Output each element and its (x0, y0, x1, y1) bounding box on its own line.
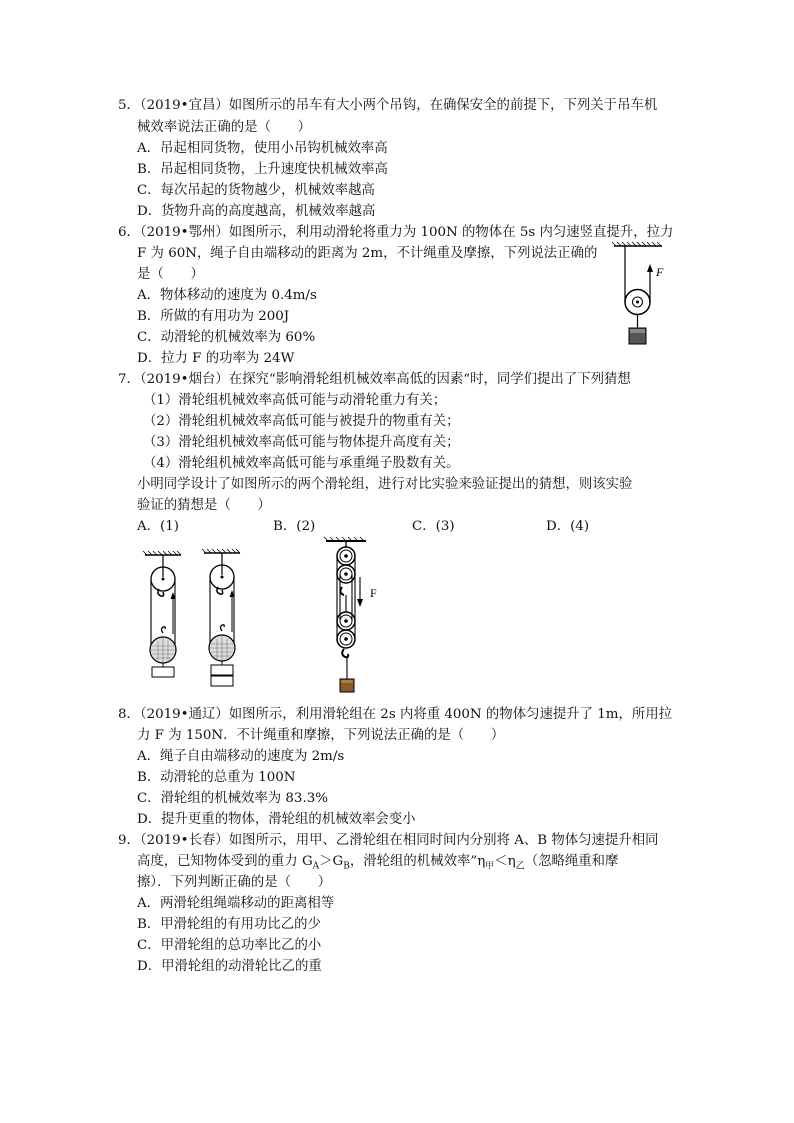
q7-design-line2: 验证的猜想是（ ） (137, 498, 271, 513)
q9-stem-line2: 高度，已知物体受到的重力 $G_A>G_B$，滑轮组的机械效率$”\eta_甲<\eta_乙$（忽略绳重和摩 (137, 854, 619, 872)
q8-stem-line2: 力 F 为 150N．不计绳重和摩擦，下列说法正确的是（ ） (137, 728, 505, 743)
q8-stem-line1: 8．（2019•通辽）如图所示，利用滑轮组在 2s 内将重 400N 的物体匀速提升了 1m，所用拉 (118, 707, 673, 722)
q5-option-c: C．每次吊起的货物越少，机械效率越高 (137, 183, 375, 198)
q7-choice-b: B．(2) (273, 519, 316, 534)
q6-option-b: B．所做的有用功为 200J (137, 309, 290, 324)
q7-guess-3: （3）滑轮组机械效率高低可能与物体提升高度有关； (143, 435, 460, 450)
q5-option-a: A．吊起相同货物，使用小吊钩机械效率高 (137, 141, 388, 156)
q6-force-label: F (656, 265, 664, 279)
q7-pulley-figure-left (143, 549, 183, 681)
q9-option-a: A．两滑轮组绳端移动的距离相等 (137, 896, 335, 911)
q6-option-a: A．物体移动的速度为 0.4m/s (137, 288, 317, 303)
q6-stem-line2: F 为 60N，绳子自由端移动的距离为 2m，不计绳重及摩擦，下列说法正确的 (137, 246, 598, 261)
q6-pulley-figure (612, 242, 692, 352)
q9-stem-line3: 擦）．下列判断正确的是（ ） (137, 875, 332, 890)
q5-stem-line1: 5．（2019•宜昌）如图所示的吊车有大小两个吊钩，在确保安全的前提下，下列关于吊车机 (118, 98, 658, 113)
q8-option-c: C．滑轮组的机械效率为 83.3% (137, 791, 328, 806)
q7-guess-4: （4）滑轮组机械效率高低可能与承重绳子股数有关。 (143, 456, 460, 471)
q9-option-d: D．甲滑轮组的动滑轮比乙的重 (137, 959, 322, 974)
q7-pulley-figure-middle (202, 547, 242, 689)
q9-stem-line1: 9．（2019•长春）如图所示，用甲、乙滑轮组在相同时间内分别将 A、B 物体匀速提升相同 (118, 833, 659, 848)
q5-option-b: B．吊起相同货物，上升速度快机械效率高 (137, 162, 388, 177)
q8-option-b: B．动滑轮的总重为 100N (137, 770, 296, 785)
q7-choice-a: A．(1) (137, 519, 180, 534)
q9-option-b: B．甲滑轮组的有用功比乙的少 (137, 917, 321, 932)
q7-guess-1: （1）滑轮组机械效率高低可能与动滑轮重力有关； (143, 393, 447, 408)
q6-option-d: D．拉力 F 的功率为 24W (137, 351, 295, 366)
q6-stem-line3: 是（ ） (137, 267, 204, 282)
q7-force-label: F (370, 586, 377, 600)
q6-option-c: C．动滑轮的机械效率为 60% (137, 330, 316, 345)
q7-design-line1: 小明同学设计了如图所示的两个滑轮组，进行对比实验来验证提出的猜想，则该实验 (137, 477, 633, 492)
q9-option-c: C．甲滑轮组的总功率比乙的小 (137, 938, 322, 953)
q5-option-d: D．货物升高的高度越高，机械效率越高 (137, 204, 376, 219)
q5-stem-line2: 械效率说法正确的是（ ） (137, 120, 312, 135)
q8-pulley-block-figure (322, 537, 382, 697)
q7-guess-2: （2）滑轮组机械效率高低可能与被提升的物重有关； (143, 414, 460, 429)
q7-choice-c: C．(3) (412, 519, 455, 534)
q7-choice-d: D．(4) (546, 519, 590, 534)
q8-option-d: D．提升更重的物体，滑轮组的机械效率会变小 (137, 812, 416, 827)
q7-stem-line1: 7．（2019•烟台）在探究“影响滑轮组机械效率高低的因素“时，同学们提出了下列猜想 (118, 372, 631, 387)
q8-option-a: A．绳子自由端移动的速度为 2m/s (137, 749, 345, 764)
q6-stem-line1: 6．（2019•鄂州）如图所示，利用动滑轮将重力为 100N 的物体在 5s 内匀速竖直提升，拉力 (118, 225, 674, 240)
